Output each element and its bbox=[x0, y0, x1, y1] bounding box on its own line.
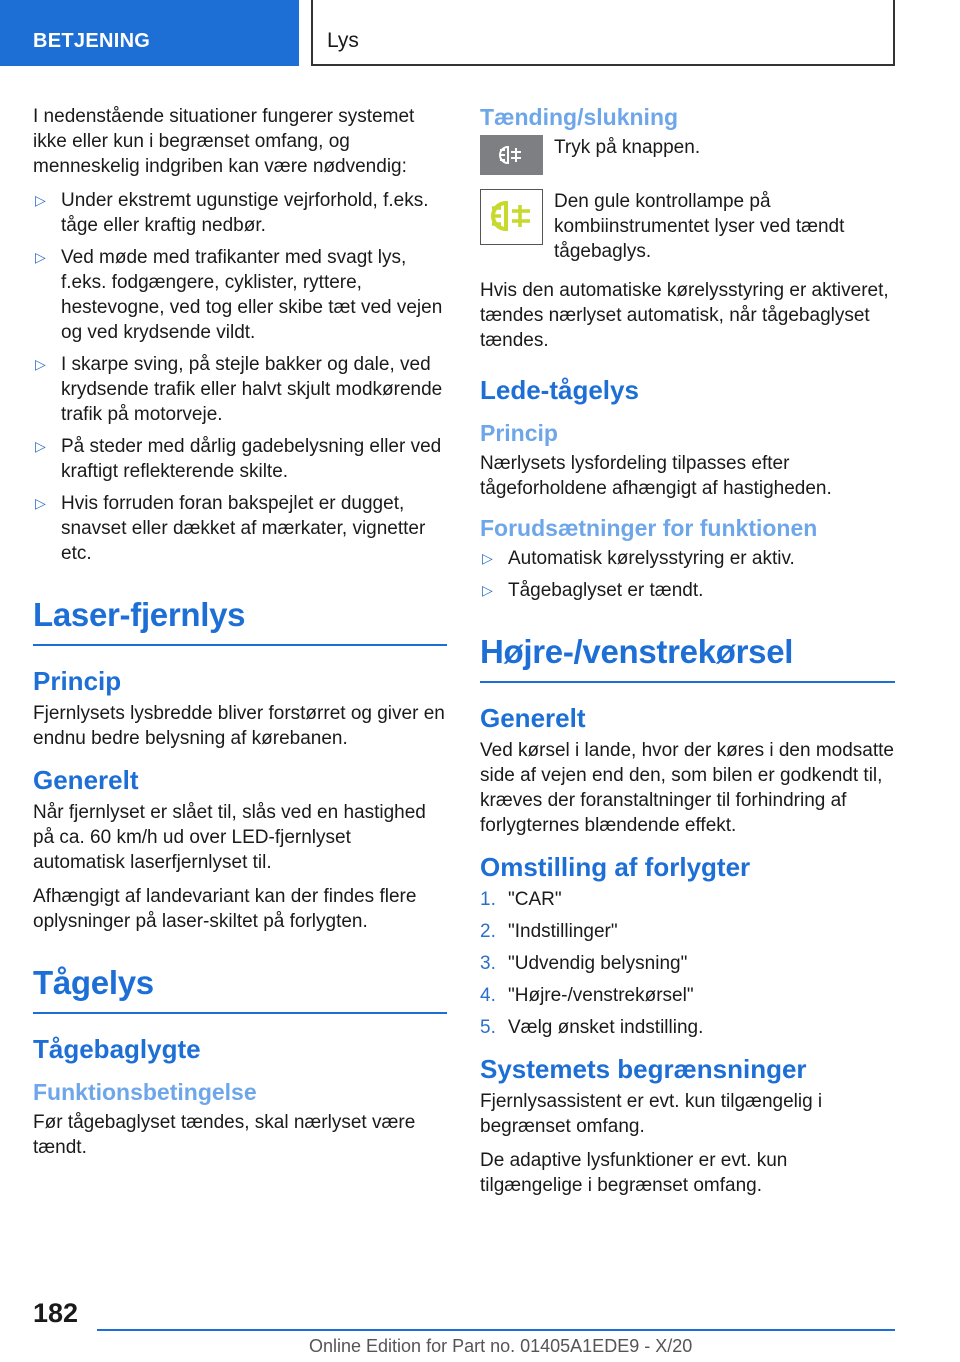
button-instruction bbox=[480, 135, 895, 175]
list-item: ▷ Automatisk kørelysstyring er aktiv. bbox=[482, 548, 795, 569]
heading-hoejre-venstrekoersel: Højre-/venstrekørsel bbox=[480, 633, 895, 683]
bullet-arrow-icon: ▷ bbox=[35, 192, 46, 208]
button-instruction-text: Tryk på knappen. bbox=[554, 137, 701, 158]
list-item: ▷ I skarpe sving, på stejle bakker og dale, ved krydsende trafik eller halvt skjult modkørende trafik på motorveje. bbox=[35, 354, 443, 425]
heading-taagebaglygte: Tågebaglygte bbox=[33, 1034, 201, 1064]
forudsaetninger-list bbox=[480, 546, 895, 603]
list-item: ▷ Hvis forruden foran bakspejlet er dugget, snavset eller dækket af mærkater, vignetter etc. bbox=[35, 493, 426, 564]
bullet-arrow-icon: ▷ bbox=[35, 249, 46, 265]
heading-omstilling: Omstilling af forlygter bbox=[480, 852, 751, 882]
list-item: ▷ Tågebaglyset er tændt. bbox=[482, 580, 704, 601]
limitations-list bbox=[33, 188, 447, 566]
list-item: ▷ Under ekstremt ugunstige vejrforhold, f.eks. tåge eller kraftig nedbør. bbox=[35, 190, 429, 236]
lamp-instruction bbox=[480, 189, 895, 264]
fog-light-indicator-icon bbox=[480, 189, 543, 245]
list-item: 5. Vælg ønsket indstilling. bbox=[480, 1017, 704, 1038]
begraensninger-paragraph-2: De adaptive lysfunktioner er evt. kun tilgængelige i begrænset omfang. bbox=[480, 1150, 788, 1196]
heading-funktionsbetingelse: Funktionsbetingelse bbox=[33, 1079, 257, 1105]
section-tab bbox=[0, 0, 299, 66]
funktionsbetingelse-paragraph: Før tågebaglyset tændes, skal nærlyset være tændt. bbox=[33, 1112, 416, 1158]
auto-paragraph: Hvis den automatiske kørelysstyring er aktiveret, tændes nærlyset automatisk, når tågebaglyset tændes. bbox=[480, 280, 889, 351]
list-item: 3. "Udvendig belysning" bbox=[480, 953, 688, 974]
bullet-arrow-icon: ▷ bbox=[482, 550, 493, 566]
heading-princip-right: Princip bbox=[480, 420, 558, 446]
right-column bbox=[480, 104, 895, 1207]
heading-princip: Princip bbox=[33, 666, 122, 696]
generelt-paragraph-1: Når fjernlyset er slået til, slås ved en hastighed på ca. 60 km/h ud over LED-fjernlyset automatisk laserfjernlyset til. bbox=[33, 802, 426, 873]
list-item: ▷ Ved møde med trafikanter med svagt lys, f.eks. fodgængere, cyklister, ryttere, hestevogne, ved tog eller skibe tæt ved vejen og ved krydsende vildt. bbox=[35, 247, 443, 343]
page-number: 182 bbox=[33, 1298, 79, 1328]
heading-generelt-right: Generelt bbox=[480, 703, 586, 733]
list-item: 1. "CAR" bbox=[480, 889, 562, 910]
footer-edition: Online Edition for Part no. 01405A1EDE9 - X/20 bbox=[309, 1336, 693, 1356]
list-item: 2. "Indstillinger" bbox=[480, 921, 618, 942]
bullet-arrow-icon: ▷ bbox=[35, 495, 46, 511]
heading-taending-slukning: Tænding/slukning bbox=[480, 104, 679, 130]
section-title: BETJENING bbox=[33, 30, 151, 52]
heading-begraensninger: Systemets begrænsninger bbox=[480, 1054, 807, 1084]
intro-paragraph: I nedenstående situationer fungerer systemet ikke eller kun i begrænset omfang, og menneskelig indgriben kan være nødvendig: bbox=[33, 106, 415, 177]
heading-lede-taagelys: Lede-tågelys bbox=[480, 375, 639, 405]
bullet-arrow-icon: ▷ bbox=[482, 582, 493, 598]
bullet-arrow-icon: ▷ bbox=[35, 438, 46, 454]
omstilling-steps bbox=[480, 887, 895, 1040]
list-item: 4. "Højre-/venstrekørsel" bbox=[480, 985, 694, 1006]
left-column bbox=[33, 104, 447, 1169]
page-header bbox=[0, 0, 960, 66]
chapter-title: Lys bbox=[327, 29, 359, 52]
begraensninger-paragraph-1: Fjernlysassistent er evt. kun tilgængelig i begrænset omfang. bbox=[480, 1091, 823, 1137]
heading-generelt: Generelt bbox=[33, 765, 139, 795]
princip-right-paragraph: Nærlysets lysfordeling tilpasses efter tågeforholdene afhængigt af hastigheden. bbox=[480, 453, 832, 499]
chapter-tab bbox=[311, 0, 895, 66]
generelt-right-paragraph: Ved kørsel i lande, hvor der køres i den modsatte side af vejen end den, som bilen er godkendt til, kræves der foranstaltninger til forhindring af forlygternes blændende effekt. bbox=[480, 740, 894, 836]
heading-taagelys: Tågelys bbox=[33, 964, 447, 1014]
footer-divider bbox=[97, 1329, 895, 1331]
heading-laser-fjernlys: Laser-fjernlys bbox=[33, 596, 447, 646]
fog-light-button-icon bbox=[480, 135, 543, 175]
princip-paragraph: Fjernlysets lysbredde bliver forstørret og giver en endnu bedre belysning af kørebanen. bbox=[33, 703, 445, 749]
list-item: ▷ På steder med dårlig gadebelysning eller ved kraftigt reflekterende skilte. bbox=[35, 436, 442, 482]
lamp-instruction-text: Den gule kontrollampe på kombiinstrumentet lyser ved tændt tågebaglys. bbox=[554, 191, 845, 262]
heading-forudsaetninger: Forudsætninger for funktionen bbox=[480, 515, 818, 541]
bullet-arrow-icon: ▷ bbox=[35, 356, 46, 372]
generelt-paragraph-2: Afhængigt af landevariant kan der findes flere oplysninger på laser-skiltet på forlygten. bbox=[33, 886, 417, 932]
